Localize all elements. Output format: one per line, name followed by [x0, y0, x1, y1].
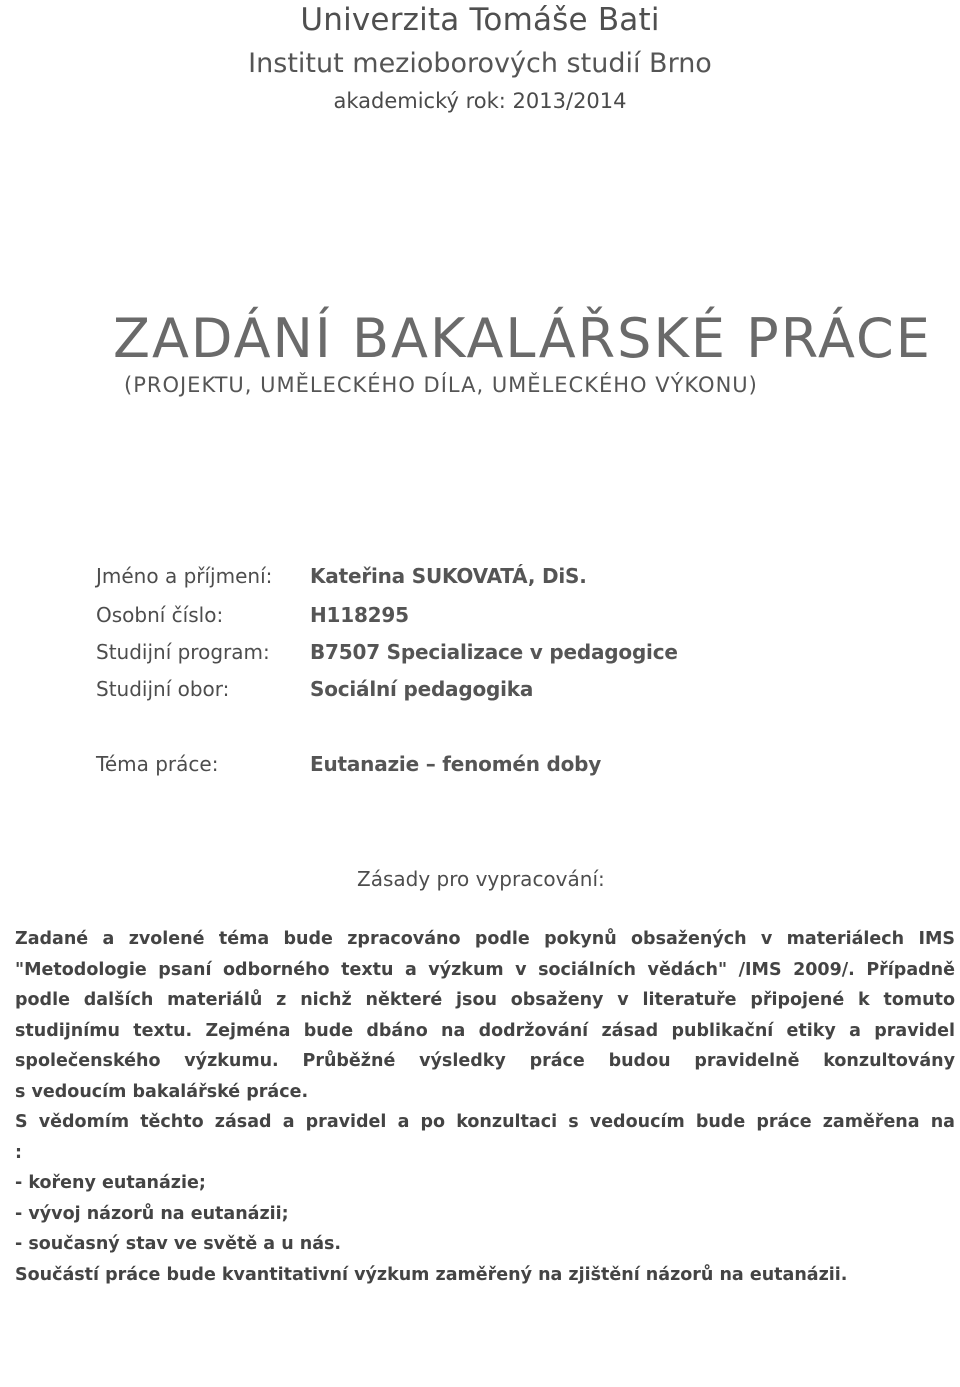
- principles-line: :: [15, 1142, 22, 1163]
- list-item: - kořeny eutanázie;: [15, 1173, 206, 1193]
- principles-line: "Metodologie psaní odborného textu a výzkum v sociálních vědách" /IMS 2009/. Případně: [15, 959, 955, 980]
- principles-heading: Zásady pro vypracování:: [357, 867, 605, 891]
- field-value: Sociální pedagogika: [310, 677, 534, 701]
- field-label: Studijní obor:: [96, 677, 230, 701]
- topic-value: Eutanazie – fenomén doby: [310, 752, 602, 776]
- list-item: - vývoj názorů na eutanázii;: [15, 1203, 289, 1224]
- principles-line: společenského výzkumu. Průběžné výsledky práce budou pravidelně konzultovány: [15, 1051, 955, 1071]
- list-item: - současný stav ve světě a u nás.: [15, 1234, 342, 1254]
- program-label: Studijní program:: [96, 640, 270, 664]
- document-subtitle: (PROJEKTU, UMĚLECKÉHO DÍLA, UMĚLECKÉHO VÝKONU): [124, 373, 758, 397]
- id-value: H118295: [310, 603, 409, 627]
- principles-text: [15, 924, 955, 1290]
- topic-label: Téma práce:: [96, 752, 219, 776]
- name-value: Kateřina SUKOVATÁ, DiS.: [310, 564, 587, 588]
- academic-year: akademický rok: 2013/2014: [333, 89, 627, 113]
- principles-line: Součástí práce bude kvantitativní výzkum zaměřený na zjištění názorů na eutanázii.: [15, 1264, 848, 1285]
- name-label: Jméno a příjmení:: [96, 564, 273, 588]
- principles-line: studijnímu textu. Zejména bude dbáno na dodržování zásad publikační etiky a pravidel: [15, 1020, 955, 1041]
- institute-name: Institut mezioborových studií Brno: [248, 48, 712, 79]
- id-label: Osobní číslo:: [96, 603, 224, 627]
- principles-line: s vedoucím bakalářské práce.: [15, 1081, 309, 1102]
- university-name: Univerzita Tomáše Bati: [300, 2, 660, 38]
- principles-line: podle dalších materiálů z nichž některé jsou obsaženy v literatuře připojené k tomuto: [15, 990, 955, 1010]
- program-value: B7507 Specializace v pedagogice: [310, 640, 678, 664]
- document-title: ZADÁNÍ BAKALÁŘSKÉ PRÁCE: [113, 307, 932, 370]
- principles-line: Zadané a zvolené téma bude zpracováno podle pokynů obsažených v materiálech IMS: [15, 929, 955, 949]
- principles-line: S vědomím těchto zásad a pravidel a po konzultaci s vedoucím bude práce zaměřena na: [15, 1112, 955, 1132]
